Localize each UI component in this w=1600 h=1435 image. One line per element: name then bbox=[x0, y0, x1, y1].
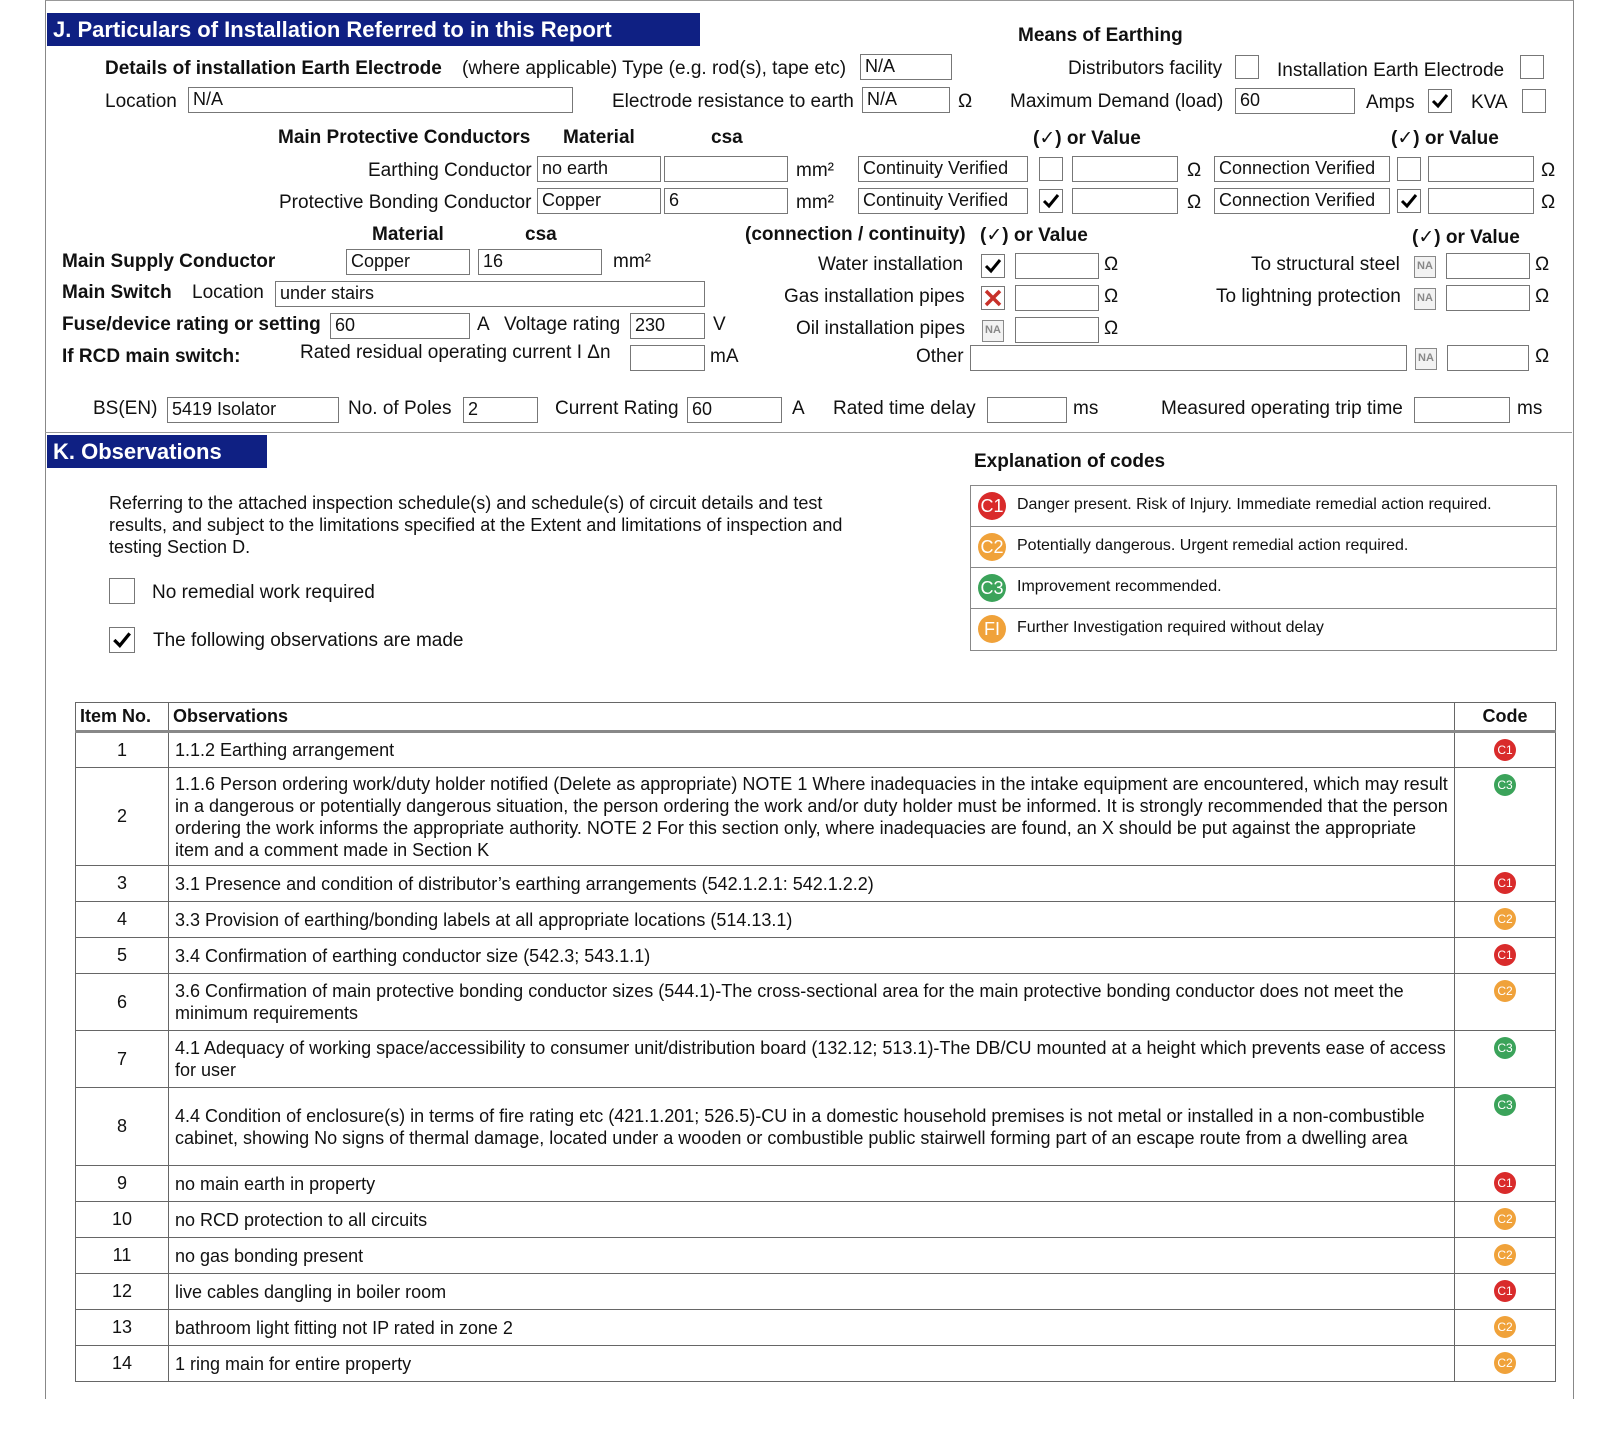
no-remedial-checkbox[interactable] bbox=[109, 578, 135, 604]
ohm-unit: Ω bbox=[1535, 254, 1550, 275]
kva-label: KVA bbox=[1471, 92, 1508, 113]
electrode-type-field[interactable]: N/A bbox=[860, 54, 952, 80]
item-number: 8 bbox=[76, 1088, 169, 1166]
codes-legend bbox=[970, 485, 1557, 651]
table-row bbox=[76, 974, 1556, 1031]
code-badge: C2 bbox=[1494, 1244, 1516, 1266]
checkmark-icon bbox=[1430, 91, 1450, 111]
installation-earth-electrode-checkbox[interactable] bbox=[1520, 55, 1544, 79]
table-row bbox=[76, 938, 1556, 974]
code-badge-c2: C2 bbox=[978, 533, 1006, 561]
item-number: 13 bbox=[76, 1310, 169, 1346]
item-number: 1 bbox=[76, 732, 169, 768]
continuity-value-header: (✓) or Value bbox=[1033, 128, 1141, 149]
lightning-protection-na[interactable]: NA bbox=[1414, 288, 1436, 310]
conn-cont-header: (connection / continuity) bbox=[745, 224, 966, 245]
water-installation-label: Water installation bbox=[818, 254, 964, 275]
ohm-unit: Ω bbox=[958, 91, 973, 112]
observations-table bbox=[75, 702, 1556, 1382]
observation-text: 3.3 Provision of earthing/bonding labels at all appropriate locations (514.13.1) bbox=[169, 902, 1455, 938]
item-number: 6 bbox=[76, 974, 169, 1031]
other-field[interactable] bbox=[970, 345, 1407, 371]
bonding-connection-checkbox[interactable] bbox=[1397, 189, 1421, 213]
amps-unit: A bbox=[792, 398, 805, 419]
code-badge: C2 bbox=[1494, 980, 1516, 1002]
code-cell bbox=[1455, 1202, 1556, 1238]
current-rating-field[interactable]: 60 bbox=[687, 397, 782, 423]
main-switch-location-field[interactable]: under stairs bbox=[275, 281, 705, 307]
earthing-continuity-value[interactable] bbox=[1072, 156, 1178, 182]
oil-installation-value[interactable] bbox=[1015, 317, 1099, 343]
ohm-unit: Ω bbox=[1535, 346, 1550, 367]
structural-steel-label: To structural steel bbox=[1251, 254, 1400, 275]
extraneous-value-header: (✓) or Value bbox=[1412, 227, 1520, 248]
code-cell bbox=[1455, 1346, 1556, 1382]
explanation-of-codes-title: Explanation of codes bbox=[974, 451, 1166, 472]
bonding-value-header: (✓) or Value bbox=[980, 225, 1088, 246]
item-number: 12 bbox=[76, 1274, 169, 1310]
checkmark-icon bbox=[111, 629, 133, 651]
means-of-earthing-title: Means of Earthing bbox=[1018, 25, 1183, 46]
code-cell bbox=[1455, 1088, 1556, 1166]
other-label: Other bbox=[916, 346, 964, 367]
rcd-current-label: Rated residual operating current I Δn bbox=[300, 342, 611, 363]
water-installation-checkbox[interactable] bbox=[981, 254, 1005, 278]
observation-text: 1.1.6 Person ordering work/duty holder notified (Delete as appropriate) NOTE 1 Where inadequacies in the intake equipment are encountered, which may result in a dangerous or potentially dangerous situation, the person ordering the work and/or duty holder must be informed. It is strongly recommended that the person ordering the work informs the appropriate authority. NOTE 2 For this section only, where inadequacies are found, an X should be put against the appropriate item and a comment made in Section K bbox=[169, 768, 1455, 866]
amps-unit: A bbox=[477, 314, 490, 335]
ohm-unit: Ω bbox=[1104, 254, 1119, 275]
main-supply-conductor-label: Main Supply Conductor bbox=[62, 251, 276, 272]
observation-text: no RCD protection to all circuits bbox=[169, 1202, 1455, 1238]
structural-steel-value[interactable] bbox=[1446, 253, 1530, 279]
code-badge: C1 bbox=[1494, 1280, 1516, 1302]
electrode-label: Details of installation Earth Electrode bbox=[105, 58, 442, 79]
mm2-unit: mm² bbox=[796, 160, 834, 181]
ohm-unit: Ω bbox=[1541, 192, 1556, 213]
amps-checkbox[interactable] bbox=[1428, 89, 1452, 113]
code-badge-c3: C3 bbox=[978, 574, 1006, 602]
time-delay-label: Rated time delay bbox=[833, 398, 976, 419]
current-rating-label: Current Rating bbox=[555, 398, 679, 419]
installation-earth-electrode-label: Installation Earth Electrode bbox=[1277, 60, 1505, 81]
trip-time-label: Measured operating trip time bbox=[1161, 398, 1403, 419]
electrode-resistance-field[interactable]: N/A bbox=[862, 87, 950, 113]
time-delay-field[interactable] bbox=[987, 397, 1067, 423]
code-badge: C3 bbox=[1494, 774, 1516, 796]
supply-csa-header: csa bbox=[525, 224, 557, 245]
observation-text: no gas bonding present bbox=[169, 1238, 1455, 1274]
earthing-csa-field[interactable] bbox=[664, 156, 788, 182]
code-badge-c1: C1 bbox=[978, 492, 1006, 520]
ohm-unit: Ω bbox=[1535, 286, 1550, 307]
electrode-location-field[interactable]: N/A bbox=[188, 87, 573, 113]
voltage-rating-field[interactable]: 230 bbox=[630, 313, 705, 339]
code-cell bbox=[1455, 1310, 1556, 1346]
oil-installation-na[interactable]: NA bbox=[982, 320, 1004, 342]
earthing-conductor-label: Earthing Conductor bbox=[368, 160, 532, 181]
location-label: Location bbox=[105, 91, 177, 112]
observation-text: 3.4 Confirmation of earthing conductor size (542.3; 543.1.1) bbox=[169, 938, 1455, 974]
code-legend-row bbox=[971, 527, 1556, 568]
rcd-main-switch-label: If RCD main switch: bbox=[62, 346, 241, 367]
table-row bbox=[76, 1088, 1556, 1166]
code-description: Potentially dangerous. Urgent remedial action required. bbox=[1017, 537, 1409, 554]
volts-unit: V bbox=[713, 314, 726, 335]
code-cell bbox=[1455, 938, 1556, 974]
table-row bbox=[76, 1238, 1556, 1274]
item-number: 9 bbox=[76, 1166, 169, 1202]
code-legend-row bbox=[971, 568, 1556, 609]
observation-text: no main earth in property bbox=[169, 1166, 1455, 1202]
electrode-resistance-label: Electrode resistance to earth bbox=[612, 91, 854, 112]
code-legend-row bbox=[971, 609, 1556, 650]
ms-unit: ms bbox=[1073, 398, 1099, 419]
observation-text: 1 ring main for entire property bbox=[169, 1346, 1455, 1382]
observation-text: 4.4 Condition of enclosure(s) in terms of fire rating etc (421.1.201; 526.5)-CU in a domestic household premises is not metal or installed in a non-combustible cabinet, showing No signs of thermal damage, located under a wooden or combustible public stairwell forming part of an escape route from a dwelling area bbox=[169, 1088, 1455, 1166]
table-row bbox=[76, 1166, 1556, 1202]
code-cell bbox=[1455, 866, 1556, 902]
earthing-continuity-checkbox[interactable] bbox=[1039, 157, 1063, 181]
bsen-field[interactable]: 5419 Isolator bbox=[167, 397, 339, 423]
item-number: 10 bbox=[76, 1202, 169, 1238]
code-cell bbox=[1455, 974, 1556, 1031]
electrode-type-label: (where applicable) Type (e.g. rod(s), tape etc) bbox=[462, 58, 847, 79]
code-cell bbox=[1455, 768, 1556, 866]
code-legend-row bbox=[971, 486, 1556, 527]
observation-text: 1.1.2 Earthing arrangement bbox=[169, 732, 1455, 768]
max-demand-label: Maximum Demand (load) bbox=[1010, 91, 1224, 112]
cross-icon bbox=[983, 288, 1003, 308]
code-badge: C1 bbox=[1494, 739, 1516, 761]
earthing-continuity-field: Continuity Verified bbox=[858, 156, 1028, 182]
code-cell bbox=[1455, 1238, 1556, 1274]
code-badge: C2 bbox=[1494, 1316, 1516, 1338]
item-number: 7 bbox=[76, 1031, 169, 1088]
gas-installation-checkbox[interactable] bbox=[981, 286, 1005, 310]
code-badge: C1 bbox=[1494, 944, 1516, 966]
ohm-unit: Ω bbox=[1104, 318, 1119, 339]
code-cell bbox=[1455, 732, 1556, 768]
gas-installation-value[interactable] bbox=[1015, 285, 1099, 311]
milliamps-unit: mA bbox=[710, 346, 739, 367]
rcd-current-field[interactable] bbox=[630, 345, 705, 371]
item-number: 11 bbox=[76, 1238, 169, 1274]
earthing-material-field[interactable]: no earth bbox=[537, 156, 661, 182]
water-installation-value[interactable] bbox=[1015, 253, 1099, 279]
bonding-continuity-value[interactable] bbox=[1072, 188, 1178, 214]
bonding-connection-field: Connection Verified bbox=[1214, 188, 1390, 214]
table-row bbox=[76, 1202, 1556, 1238]
trip-time-field[interactable] bbox=[1414, 397, 1510, 423]
mpc-material-header: Material bbox=[563, 127, 635, 148]
mm2-unit: mm² bbox=[613, 251, 651, 272]
code-description: Further Investigation required without delay bbox=[1017, 619, 1324, 636]
mm2-unit: mm² bbox=[796, 192, 834, 213]
gas-installation-label: Gas installation pipes bbox=[784, 286, 965, 307]
item-number: 14 bbox=[76, 1346, 169, 1382]
section-j-header: J. Particulars of Installation Referred to in this Report bbox=[47, 13, 700, 46]
voltage-rating-label: Voltage rating bbox=[504, 314, 621, 335]
item-no-header: Item No. bbox=[76, 703, 169, 732]
item-number: 3 bbox=[76, 866, 169, 902]
earthing-connection-field: Connection Verified bbox=[1214, 156, 1390, 182]
code-badge: C2 bbox=[1494, 1208, 1516, 1230]
mpc-label: Main Protective Conductors bbox=[278, 127, 531, 148]
code-cell bbox=[1455, 1166, 1556, 1202]
table-row bbox=[76, 732, 1556, 768]
section-divider bbox=[45, 432, 1572, 433]
code-cell bbox=[1455, 1274, 1556, 1310]
checkmark-icon bbox=[983, 256, 1003, 276]
supply-csa-field[interactable]: 16 bbox=[478, 249, 602, 275]
code-description: Improvement recommended. bbox=[1017, 578, 1222, 595]
observation-text: bathroom light fitting not IP rated in zone 2 bbox=[169, 1310, 1455, 1346]
item-number: 5 bbox=[76, 938, 169, 974]
ohm-unit: Ω bbox=[1104, 286, 1119, 307]
code-badge-fi: FI bbox=[978, 615, 1006, 643]
table-row bbox=[76, 1274, 1556, 1310]
observation-text: live cables dangling in boiler room bbox=[169, 1274, 1455, 1310]
structural-steel-na[interactable]: NA bbox=[1414, 256, 1436, 278]
observation-text: 4.1 Adequacy of working space/accessibility to consumer unit/distribution board (132.12; 513.1)-The DB/CU mounted at a height which prevents ease of access for user bbox=[169, 1031, 1455, 1088]
table-row bbox=[76, 1031, 1556, 1088]
code-header: Code bbox=[1455, 703, 1556, 732]
kva-checkbox[interactable] bbox=[1522, 89, 1546, 113]
bonding-continuity-field: Continuity Verified bbox=[858, 188, 1028, 214]
checkmark-icon bbox=[1041, 191, 1061, 211]
distributors-facility-label: Distributors facility bbox=[1068, 58, 1223, 79]
fuse-rating-label: Fuse/device rating or setting bbox=[62, 314, 321, 335]
lightning-protection-label: To lightning protection bbox=[1216, 286, 1401, 307]
code-cell bbox=[1455, 1031, 1556, 1088]
max-demand-field[interactable]: 60 bbox=[1235, 88, 1355, 114]
oil-installation-label: Oil installation pipes bbox=[796, 318, 965, 339]
connection-value-header: (✓) or Value bbox=[1391, 128, 1499, 149]
code-description: Danger present. Risk of Injury. Immediate remedial action required. bbox=[1017, 496, 1492, 513]
checkmark-icon bbox=[1399, 191, 1419, 211]
bonding-csa-field[interactable]: 6 bbox=[664, 188, 788, 214]
earthing-connection-value[interactable] bbox=[1428, 156, 1534, 182]
table-header-row bbox=[76, 703, 1556, 732]
ms-unit: ms bbox=[1517, 398, 1543, 419]
item-number: 2 bbox=[76, 768, 169, 866]
bonding-connection-value[interactable] bbox=[1428, 188, 1534, 214]
code-badge: C3 bbox=[1494, 1037, 1516, 1059]
lightning-protection-value[interactable] bbox=[1446, 285, 1530, 311]
amps-label: Amps bbox=[1366, 92, 1415, 113]
table-row bbox=[76, 866, 1556, 902]
main-switch-label: Main Switch bbox=[62, 282, 172, 303]
table-row bbox=[76, 1346, 1556, 1382]
section-k-header: K. Observations bbox=[47, 435, 267, 468]
code-badge: C1 bbox=[1494, 1172, 1516, 1194]
other-na[interactable]: NA bbox=[1415, 348, 1437, 370]
ohm-unit: Ω bbox=[1187, 160, 1202, 181]
code-badge: C3 bbox=[1494, 1094, 1516, 1116]
table-row bbox=[76, 768, 1556, 866]
bsen-label: BS(EN) bbox=[93, 398, 158, 419]
no-remedial-label: No remedial work required bbox=[152, 582, 375, 603]
code-badge: C2 bbox=[1494, 908, 1516, 930]
supply-material-header: Material bbox=[372, 224, 444, 245]
code-cell bbox=[1455, 902, 1556, 938]
item-number: 4 bbox=[76, 902, 169, 938]
bonding-continuity-checkbox[interactable] bbox=[1039, 189, 1063, 213]
code-badge: C1 bbox=[1494, 872, 1516, 894]
following-observations-label: The following observations are made bbox=[153, 630, 464, 651]
fuse-rating-field[interactable]: 60 bbox=[330, 313, 470, 339]
supply-material-field[interactable]: Copper bbox=[346, 249, 470, 275]
main-switch-location-label: Location bbox=[192, 282, 264, 303]
following-observations-checkbox[interactable] bbox=[109, 627, 135, 653]
earthing-connection-checkbox[interactable] bbox=[1397, 157, 1421, 181]
observations-body bbox=[76, 732, 1556, 1382]
distributors-facility-checkbox[interactable] bbox=[1235, 55, 1259, 79]
ohm-unit: Ω bbox=[1541, 160, 1556, 181]
table-row bbox=[76, 1310, 1556, 1346]
poles-label: No. of Poles bbox=[348, 398, 452, 419]
other-value[interactable] bbox=[1447, 345, 1529, 371]
poles-field[interactable]: 2 bbox=[463, 397, 538, 423]
ohm-unit: Ω bbox=[1187, 192, 1202, 213]
observation-text: 3.6 Confirmation of main protective bonding conductor sizes (544.1)-The cross-sectional area for the main protective bonding conductor does not meet the minimum requirements bbox=[169, 974, 1455, 1031]
bonding-material-field[interactable]: Copper bbox=[537, 188, 661, 214]
code-badge: C2 bbox=[1494, 1352, 1516, 1374]
bonding-conductor-label: Protective Bonding Conductor bbox=[279, 192, 532, 213]
observations-header: Observations bbox=[169, 703, 1455, 732]
observations-intro: Referring to the attached inspection schedule(s) and schedule(s) of circuit details and test results, and subject to the limitations specified at the Extent and limitations of inspection and testing Section D. bbox=[109, 493, 843, 557]
mpc-csa-header: csa bbox=[711, 127, 743, 148]
observation-text: 3.1 Presence and condition of distributor’s earthing arrangements (542.1.2.1: 542.1.2.2) bbox=[169, 866, 1455, 902]
table-row bbox=[76, 902, 1556, 938]
